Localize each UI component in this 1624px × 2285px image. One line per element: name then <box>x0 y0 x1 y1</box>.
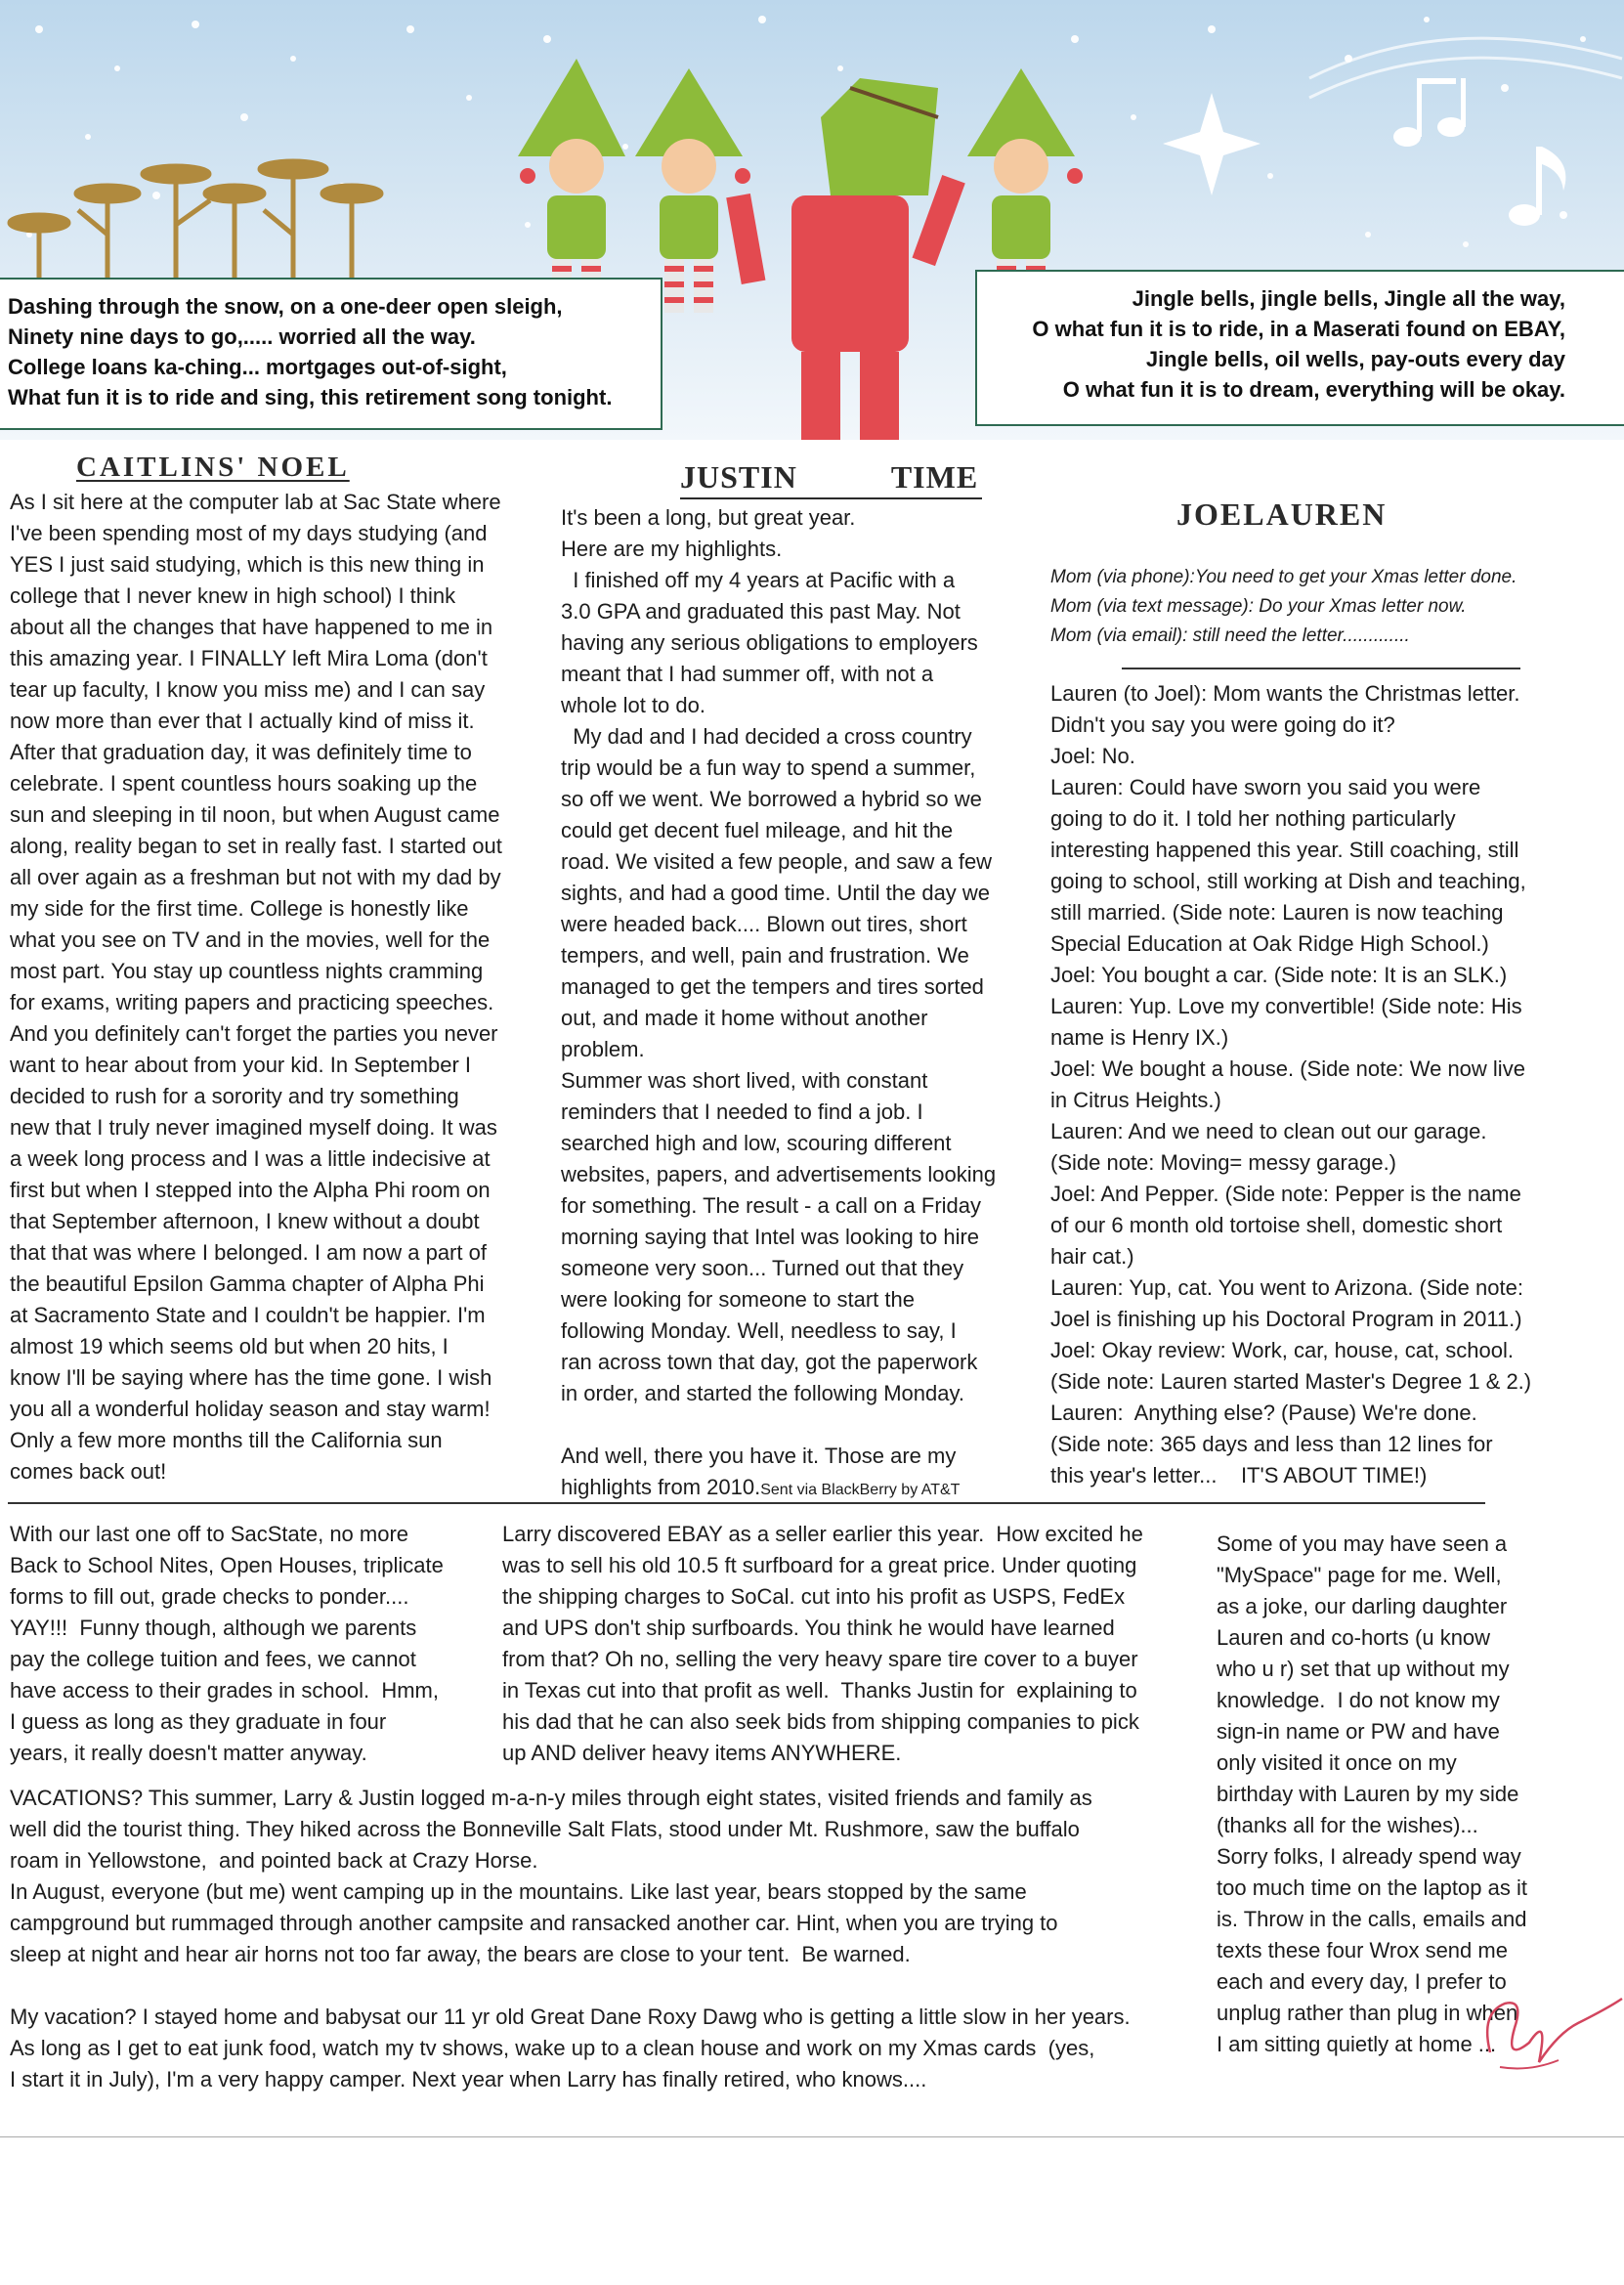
text-line: My vacation? I stayed home and babysat our 11 yr old Great Dane Roxy Dawg who is getting a little slow in her years. <box>10 2005 1131 2029</box>
verse-line: College loans ka-ching... mortgages out-of-sight, <box>8 355 507 379</box>
joel-section-title: JOELAUREN <box>1176 496 1388 532</box>
text-line: in order, and started the following Monday. <box>561 1381 964 1405</box>
text-line: too much time on the laptop as it <box>1217 1875 1527 1900</box>
text-line: Summer was short lived, with constant <box>561 1068 928 1093</box>
text-line: Joel: And Pepper. (Side note: Pepper is the name <box>1050 1182 1521 1206</box>
text-line: Back to School Nites, Open Houses, triplicate <box>10 1553 444 1577</box>
text-line: campground but rummaged through another campsite and ransacked another car. Hint, when you are trying to <box>10 1911 1058 1935</box>
text-line: ran across town that day, got the paperwork <box>561 1350 978 1374</box>
elf-figure <box>635 68 750 313</box>
text-line: I am sitting quietly at home ... <box>1217 2032 1497 2056</box>
verse-line: Jingle bells, oil wells, pay-outs every day <box>1145 347 1565 371</box>
text-line: decided to rush for a sorority and try something <box>10 1084 459 1108</box>
text-line: (thanks all for the wishes)... <box>1217 1813 1478 1837</box>
verse-line: O what fun it is to dream, everything will be okay. <box>1062 377 1565 402</box>
text-line: of our 6 month old tortoise shell, domestic short <box>1050 1213 1503 1237</box>
text-line: going to school, still working at Dish and teaching, <box>1050 869 1526 893</box>
text-line: for something. The result - a call on a Friday <box>561 1193 982 1218</box>
text-line: college that I never knew in high school) I think <box>10 583 456 608</box>
joel-section-body <box>1050 678 1607 1491</box>
text-line: Joel: No. <box>1050 744 1135 768</box>
santa-conductor-figure <box>726 78 965 440</box>
text-line: that that was where I belonged. I am now a part of <box>10 1240 487 1265</box>
text-line: that September afternoon, I knew without a doubt <box>10 1209 480 1233</box>
text-line: roam in Yellowstone, and pointed back at Crazy Horse. <box>10 1848 538 1873</box>
text-line: celebrate. I spent countless hours soaking up the <box>10 771 478 796</box>
caitlin-section-title: CAITLINS' NOEL <box>76 452 350 483</box>
text-line: Mom (via phone):You need to get your Xmas letter done. <box>1050 567 1517 587</box>
text-line: Only a few more months till the California sun <box>10 1428 443 1452</box>
handwritten-signature <box>1471 1974 1624 2082</box>
text-line: could get decent fuel mileage, and hit the <box>561 818 954 842</box>
section-divider <box>8 1502 1485 1504</box>
text-line: this year's letter... IT'S ABOUT TIME!) <box>1050 1463 1428 1487</box>
text-line: now more than ever that I actually kind of miss it. <box>10 709 475 733</box>
text-line: and UPS don't ship surfboards. You think he would have learned <box>502 1616 1115 1640</box>
mom-reminders <box>1050 563 1598 651</box>
text-line: sun and sleeping in til noon, but when August came <box>10 802 500 827</box>
text-line: most part. You stay up countless nights cramming <box>10 959 484 983</box>
verse-line: Dashing through the snow, on a one-deer open sleigh, <box>8 294 563 319</box>
text-line: (Side note: Lauren started Master's Degree 1 & 2.) <box>1050 1369 1532 1394</box>
verse-line: Ninety nine days to go,..... worried all the way. <box>8 324 476 349</box>
verse-line: Jingle bells, jingle bells, Jingle all the way, <box>1132 286 1565 311</box>
text-line <box>561 1409 1020 1441</box>
text-line: texts these four Wrox send me <box>1217 1938 1508 1962</box>
text-line: problem. <box>561 1037 645 1061</box>
text-line: forms to fill out, grade checks to ponder.... <box>10 1584 409 1609</box>
text-line: VACATIONS? This summer, Larry & Justin logged m-a-n-y miles through eight states, visited friends and family as <box>10 1786 1092 1810</box>
text-line: trip would be a fun way to spend a summer, <box>561 755 976 780</box>
justin-section-body <box>561 502 1020 1472</box>
text-line: Lauren: Yup. Love my convertible! (Side note: His <box>1050 994 1522 1018</box>
text-line <box>10 1970 1212 2002</box>
divider <box>1122 668 1520 669</box>
text-line: the shipping charges to SoCal. cut into his profit as USPS, FedEx <box>502 1584 1126 1609</box>
text-line: Mom (via email): still need the letter............. <box>1050 625 1410 646</box>
text-line: name is Henry IX.) <box>1050 1025 1229 1050</box>
text-line: Some of you may have seen a <box>1217 1531 1508 1556</box>
text-line: Lauren and co-horts (u know <box>1217 1625 1491 1650</box>
text-line: "MySpace" page for me. Well, <box>1217 1563 1502 1587</box>
text-line: My dad and I had decided a cross country <box>561 724 972 749</box>
text-line: I finished off my 4 years at Pacific with a <box>561 568 956 592</box>
text-line: Lauren: And we need to clean out our garage. <box>1050 1119 1487 1143</box>
text-line: as a joke, our darling daughter <box>1217 1594 1508 1618</box>
music-notes-icon <box>1393 78 1565 226</box>
text-line: my side for the first time. College is honestly like <box>10 896 469 921</box>
text-line: Here are my highlights. <box>561 537 783 561</box>
text-line: whole lot to do. <box>561 693 705 717</box>
text-line: unplug rather than plug in when <box>1217 2001 1518 2025</box>
text-line: what you see on TV and in the movies, well for the <box>10 927 491 952</box>
header-banner <box>0 0 1624 440</box>
sacstate-paragraph <box>10 1519 498 1769</box>
text-line: in Texas cut into that profit as well. Thanks Justin for explaining to <box>502 1678 1137 1703</box>
text-line: I start it in July), I'm a very happy camper. Next year when Larry has finally retired, who knows.... <box>10 2067 927 2091</box>
text-line: interesting happened this year. Still coaching, still <box>1050 838 1519 862</box>
text-line: And you definitely can't forget the parties you never <box>10 1021 498 1046</box>
text-line: about all the changes that have happened to me in <box>10 615 493 639</box>
text-line: Special Education at Oak Ridge High School.) <box>1050 931 1489 956</box>
text-line: (Side note: Moving= messy garage.) <box>1050 1150 1397 1175</box>
speech-bubble-right <box>975 270 1624 426</box>
text-line: up AND deliver heavy items ANYWHERE. <box>502 1741 902 1765</box>
text-line: reminders that I needed to find a job. I <box>561 1099 923 1124</box>
text-line: YAY!!! Funny though, although we parents <box>10 1616 417 1640</box>
text-line: have access to their grades in school. Hmm, <box>10 1678 439 1703</box>
blackberry-signature: Sent via BlackBerry by AT&T <box>760 1482 961 1498</box>
text-line: who u r) set that up without my <box>1217 1657 1510 1681</box>
text-line: knowledge. I do not know my <box>1217 1688 1500 1712</box>
text-line: following Monday. Well, needless to say, I <box>561 1318 957 1343</box>
justin-title-left: JUSTIN <box>680 459 797 495</box>
text-line: only visited it once on my <box>1217 1750 1457 1775</box>
text-line: Lauren: Anything else? (Pause) We're done. <box>1050 1401 1477 1425</box>
star-icon <box>1163 93 1261 195</box>
text-line: tempers, and well, pain and frustration. We <box>561 943 969 968</box>
text-line: Larry discovered EBAY as a seller earlier this year. How excited he <box>502 1522 1143 1546</box>
text-line: And well, there you have it. Those are my <box>561 1444 957 1468</box>
text-line: from that? Oh no, selling the very heavy spare tire cover to a buyer <box>502 1647 1138 1671</box>
text-line: meant that I had summer off, with not a <box>561 662 934 686</box>
text-line: Joel: We bought a house. (Side note: We now live <box>1050 1056 1525 1081</box>
text-line: a week long process and I was a little indecisive at <box>10 1146 491 1171</box>
text-line: at Sacramento State and I couldn't be happier. I'm <box>10 1303 486 1327</box>
caitlin-section-body <box>10 487 537 1487</box>
text-line: going to do it. I told her nothing particularly <box>1050 806 1456 831</box>
text-line: sights, and had a good time. Until the day we <box>561 881 991 905</box>
text-line: in Citrus Heights.) <box>1050 1088 1221 1112</box>
text-line: so off we went. We borrowed a hybrid so we <box>561 787 982 811</box>
tree-illustrations <box>10 161 381 293</box>
text-line: know I'll be saying where has the time gone. I wish <box>10 1365 492 1390</box>
text-line: tear up faculty, I know you miss me) and I can say <box>10 677 486 702</box>
text-line: Joel is finishing up his Doctoral Program in 2011.) <box>1050 1307 1522 1331</box>
text-line: YES I just said studying, which is this new thing in <box>10 552 485 577</box>
text-line: morning saying that Intel was looking to hire <box>561 1225 980 1249</box>
text-line: With our last one off to SacState, no more <box>10 1522 409 1546</box>
text-line: Sorry folks, I already spend way <box>1217 1844 1521 1869</box>
text-line: Joel: Okay review: Work, car, house, cat, school. <box>1050 1338 1515 1362</box>
text-line: websites, papers, and advertisements looking <box>561 1162 997 1186</box>
text-line: someone very soon... Turned out that they <box>561 1256 964 1280</box>
text-line: sleep at night and hear air horns not too far away, the bears are close to your tent. Be warned. <box>10 1942 911 1966</box>
text-line: were headed back.... Blown out tires, short <box>561 912 967 936</box>
text-line: almost 19 which seems old but when 20 hits, I <box>10 1334 449 1358</box>
text-line: As long as I get to eat junk food, watch my tv shows, wake up to a clean house and work on my Xmas cards (yes, <box>10 2036 1095 2060</box>
text-line: still married. (Side note: Lauren is now teaching <box>1050 900 1504 925</box>
text-line: birthday with Lauren by my side <box>1217 1782 1519 1806</box>
text-line: In August, everyone (but me) went camping up in the mountains. Like last year, bears stopped by the same <box>10 1879 1027 1904</box>
text-line: Mom (via text message): Do your Xmas letter now. <box>1050 596 1467 617</box>
text-line: having any serious obligations to employers <box>561 630 978 655</box>
text-line: want to hear about from your kid. In September I <box>10 1053 472 1077</box>
ebay-paragraph <box>502 1519 1196 1769</box>
text-line: comes back out! <box>10 1459 167 1484</box>
text-line: first but when I stepped into the Alpha Phi room on <box>10 1178 491 1202</box>
justin-title-right: TIME <box>890 459 979 495</box>
text-line: this amazing year. I FINALLY left Mira Loma (don't <box>10 646 488 670</box>
text-line: hair cat.) <box>1050 1244 1134 1269</box>
text-line: is. Throw in the calls, emails and <box>1217 1907 1527 1931</box>
verse-line: What fun it is to ride and sing, this retirement song tonight. <box>8 385 613 410</box>
justin-last-line: highlights from 2010.Sent via BlackBerry by AT&T <box>561 1475 961 1499</box>
text-line: I've been spending most of my days studying (and <box>10 521 488 545</box>
text-line: I guess as long as they graduate in four <box>10 1709 387 1734</box>
text-line: It's been a long, but great year. <box>561 505 856 530</box>
text-line: were looking for someone to start the <box>561 1287 915 1312</box>
text-line: Lauren (to Joel): Mom wants the Christmas letter. <box>1050 681 1520 706</box>
text-line: was to sell his old 10.5 ft surfboard for a great price. Under quoting <box>502 1553 1137 1577</box>
text-line: Didn't you say you were going do it? <box>1050 712 1395 737</box>
text-line: the beautiful Epsilon Gamma chapter of Alpha Phi <box>10 1272 485 1296</box>
text-line: new that I truly never imagined myself doing. It was <box>10 1115 497 1140</box>
text-line: you all a wonderful holiday season and stay warm! <box>10 1397 491 1421</box>
text-line: Joel: You bought a car. (Side note: It is an SLK.) <box>1050 963 1508 987</box>
text-line: all over again as a freshman but not with my dad by <box>10 865 501 889</box>
text-line: along, reality began to set in really fast. I started out <box>10 834 502 858</box>
text-line: each and every day, I prefer to <box>1217 1969 1507 1994</box>
text-line: road. We visited a few people, and saw a few <box>561 849 993 874</box>
speech-bubble-left <box>0 278 662 430</box>
text-line: After that graduation day, it was definitely time to <box>10 740 472 764</box>
text-line: for exams, writing papers and practicing speeches. <box>10 990 494 1014</box>
text-line: Lauren: Could have sworn you said you were <box>1050 775 1481 799</box>
text-line: his dad that he can also seek bids from shipping companies to pick <box>502 1709 1139 1734</box>
text-line: pay the college tuition and fees, we cannot <box>10 1647 416 1671</box>
verse-line: O what fun it is to ride, in a Maserati found on EBAY, <box>1032 317 1565 341</box>
text-line: As I sit here at the computer lab at Sac State where <box>10 490 501 514</box>
text-line: Lauren: Yup, cat. You went to Arizona. (Side note: <box>1050 1275 1523 1300</box>
text-line: 3.0 GPA and graduated this past May. Not <box>561 599 961 624</box>
text-line: well did the tourist thing. They hiked across the Bonneville Salt Flats, stood under Mt. Rushmore, saw the buffalo <box>10 1817 1080 1841</box>
vacation-paragraph <box>10 1783 1212 2095</box>
elf-figure <box>518 59 625 313</box>
justin-section-title <box>680 459 978 496</box>
text-line: (Side note: 365 days and less than 12 lines for <box>1050 1432 1493 1456</box>
text-line: sign-in name or PW and have <box>1217 1719 1500 1744</box>
text-line: out, and made it home without another <box>561 1006 928 1030</box>
page-bottom-rule <box>0 2136 1624 2137</box>
text-line: years, it really doesn't matter anyway. <box>10 1741 367 1765</box>
text-line: managed to get the tempers and tires sorted <box>561 974 984 999</box>
text-line: searched high and low, scouring different <box>561 1131 952 1155</box>
